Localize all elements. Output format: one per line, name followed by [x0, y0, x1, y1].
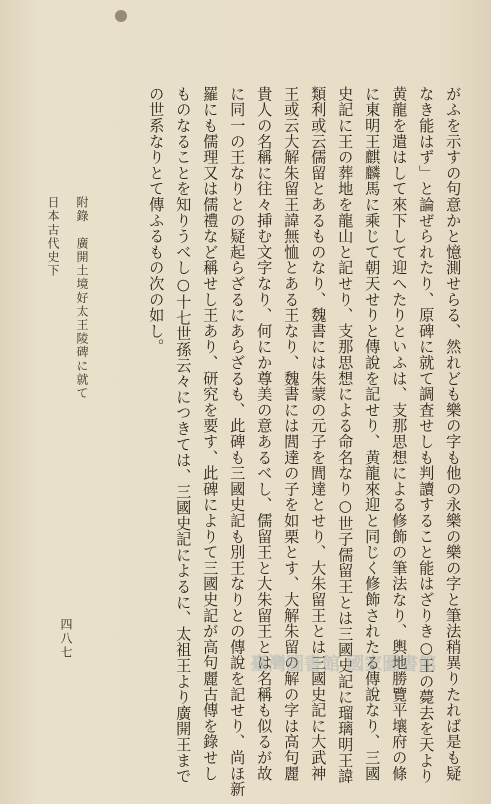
body-column-12: の世系なりとて傳ふるもの次の如し。 [147, 86, 166, 355]
body-column-4: に東明王麒麟馬に乘じて朝天せりと傳說を記せり、黄龍來迎と同じく修飾されたる傳說なり、三國 [363, 86, 382, 782]
body-column-1: がふを示すの句意かと憶測せらる、然れども樂の字も他の永樂の樂の字と筆法稍異りたれば是も疑 [444, 86, 463, 782]
body-column-2: なき能はず」と論ぜられたり、原碑に就て調査せしも判讀すること能はざりき○王の薨去を天より [417, 86, 436, 784]
body-column-3: 黄龍を遣はして來下して迎へたりといふは、支那思想による修飾の筆法なり、輿地勝覽平壤府の條 [390, 86, 409, 782]
book-title: 日本古代史下 [46, 196, 60, 278]
body-column-6: 類利或云儒留とあるものなり、魏書には朱蒙の元子を閭達とせり、大朱留王とは三國史記に大武神 [309, 86, 328, 782]
section-title: 附錄 廣開土境好太王陵碑に就て [75, 196, 89, 400]
library-watermark: 臺灣圖書館 國家圖書館 [250, 654, 437, 675]
page-number: 四八七 [59, 618, 73, 660]
binding-hole [115, 10, 127, 22]
body-column-8: 貴人の名稱に往々挿む文字なり、何にか尊美の意あるべし、儒留王と大朱留王とは名稱も似るが故 [255, 86, 274, 782]
body-column-5: 史記に王の葬地を龍山と記せり、支那思想による命名なり○世子儒留王とは三國史記に瑠璃明王諱 [336, 86, 355, 784]
body-column-7: 王或云大解朱留王諱無恤とある王なり、魏書には閭達の子を如栗とす、大解朱留の解の字は高句麗 [282, 86, 301, 782]
body-column-11: ものなることを知りうべし○十七世孫云々につきては、三國史記によるに、太祖王より廣開王まで [174, 86, 193, 784]
body-column-9: に同一の王なりとの疑起らざるにあらざるも、此碑も三國史記も別王なりとの傳說を記せり、尚ほ新 [228, 86, 247, 797]
body-column-10: 羅にも儒理又は儒禮など稱せし王あり、研究を要す、此碑によりて三國史記が高句麗古傳を錄せし [201, 86, 220, 782]
